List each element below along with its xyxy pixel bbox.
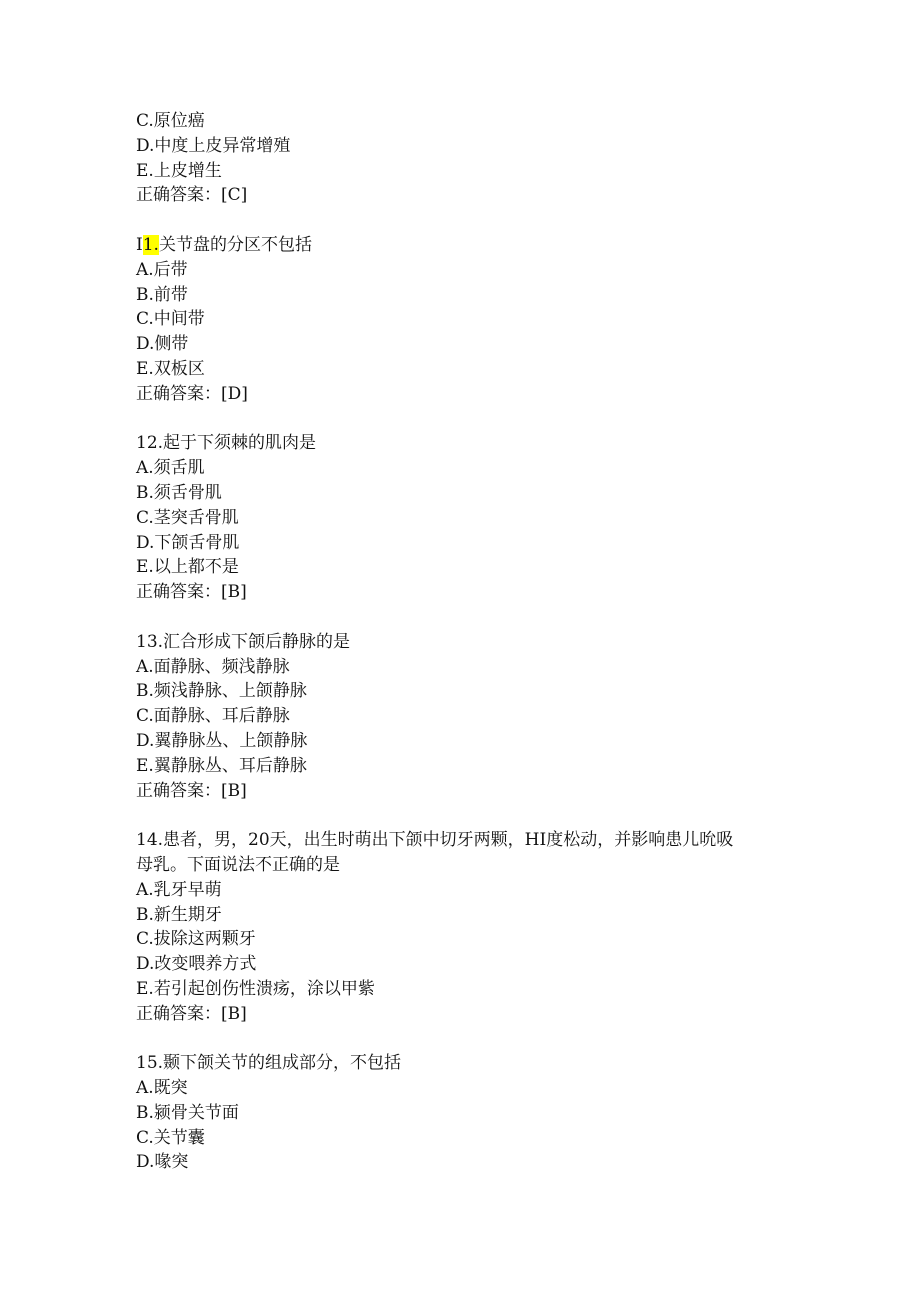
option-c: C.面静脉、耳后静脉 [136,706,290,727]
option-d: D.改变喂养方式 [136,954,257,975]
option-b: B.须舌骨肌 [136,482,222,503]
question-stem-text: 关节盘的分区不包括 [158,234,312,255]
option-b: B.频浅静脉、上颌静脉 [136,681,307,702]
option-e: E.以上都不是 [136,557,239,578]
option-a: A.乳牙早萌 [136,879,222,900]
question-stem-line-1: 14.患者，男，20天，出生时萌出下颌中切牙两颗，HI度松动，并影响患儿吮吸 [136,830,734,851]
answer-line: 正确答案：[C] [136,185,248,206]
option-e: E.双板区 [136,358,205,379]
option-d: D.下颌舌骨肌 [136,532,240,553]
question-stem-line-2: 母乳。下面说法不正确的是 [136,854,340,875]
question-10-continuation [136,109,836,208]
question-14 [136,828,836,1026]
option-e: E.若引起创伤性溃疡，涂以甲紫 [136,978,375,999]
option-d: D.侧带 [136,334,189,355]
question-15 [136,1051,836,1175]
option-d: D.喙突 [136,1152,189,1173]
answer-line: 正确答案：[B] [136,780,247,801]
option-c: C.原位癌 [136,111,205,131]
option-a: A.既突 [136,1078,188,1099]
option-a: A.后带 [136,259,188,280]
option-b: B.新生期牙 [136,904,222,925]
option-c: C.中间带 [136,309,205,330]
option-d: D.中度上皮异常增殖 [136,135,291,156]
option-c: C.茎突舌骨肌 [136,507,239,528]
option-d: D.翼静脉丛、上颌静脉 [136,730,308,751]
option-b: B.颍骨关节面 [136,1102,239,1123]
question-11 [136,233,836,407]
option-a: A.面静脉、频浅静脉 [136,656,290,677]
question-list [136,109,836,1200]
question-number-prefix: I [136,234,143,255]
highlighted-text: 1. [142,234,159,255]
option-e: E.上皮增生 [136,160,222,181]
option-c: C.拔除这两颗牙 [136,929,256,950]
answer-line: 正确答案：[B] [136,582,247,603]
question-12 [136,431,836,605]
answer-line: 正确答案：[B] [136,1003,247,1024]
question-stem: 12.起于下须棘的肌肉是 [136,433,317,454]
answer-line: 正确答案：[D] [136,383,248,404]
option-c: C.关节囊 [136,1127,205,1148]
option-b: B.前带 [136,284,188,305]
option-a: A.须舌肌 [136,458,205,479]
option-e: E.翼静脉丛、耳后静脉 [136,755,307,776]
question-stem: 13.汇合形成下颌后静脉的是 [136,631,351,652]
question-stem [136,233,836,258]
question-stem: 15.颞下颌关节的组成部分，不包括 [136,1053,402,1074]
question-13 [136,630,836,804]
